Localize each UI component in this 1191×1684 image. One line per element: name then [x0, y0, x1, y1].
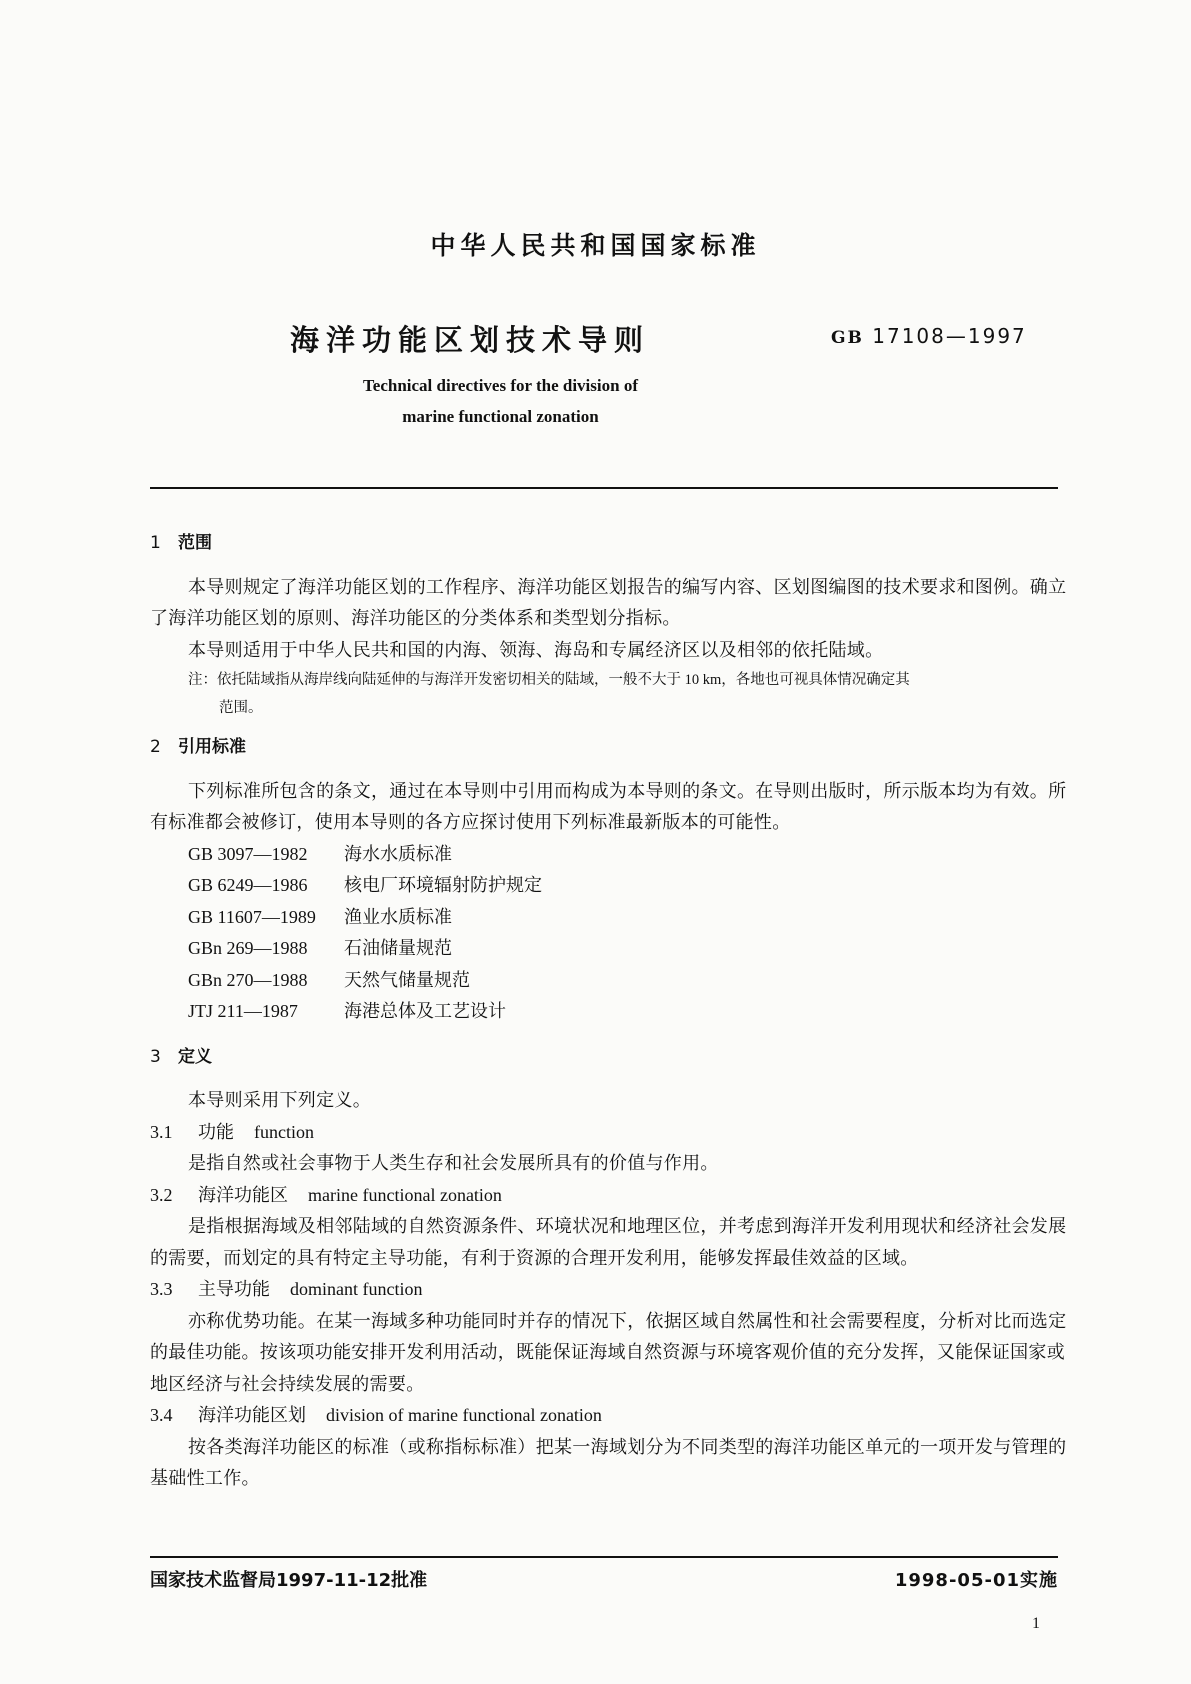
reference-name: 海水水质标准	[344, 843, 452, 864]
term-number: 3.3	[150, 1279, 173, 1299]
reference-code: GB 6249—1986	[188, 875, 308, 895]
section-title: 范围	[178, 533, 212, 553]
term-number: 3.1	[150, 1121, 173, 1142]
reference-item	[188, 870, 1070, 902]
section-2-heading	[150, 732, 1070, 764]
term-definition: 是指根据海域及相邻陆域的自然资源条件、环境状况和地理区位，并考虑到海洋开发利用现状和经济社会发展的需要，而划定的具有特定主导功能，有利于资源的合理开发利用，能够发挥最佳效益的区域。	[150, 1216, 1067, 1268]
term-number: 3.2	[150, 1184, 173, 1205]
english-title-line1: Technical directives for the division of	[363, 376, 638, 395]
section-number: 2	[150, 737, 161, 757]
page-number: 1	[1032, 1615, 1040, 1632]
reference-item	[188, 839, 1070, 871]
term-en: dominant function	[290, 1279, 423, 1299]
english-title-line2: marine functional zonation	[402, 407, 599, 426]
section-number: 1	[150, 533, 161, 553]
term-cn: 主导功能	[198, 1279, 270, 1299]
reference-item	[188, 965, 1070, 997]
term-heading	[150, 1274, 1070, 1306]
term-definition: 按各类海洋功能区的标准（或称指标标准）把某一海域划分为不同类型的海洋功能区单元的一项开发与管理的基础性工作。	[150, 1436, 1067, 1488]
term-en: division of marine functional zonation	[326, 1405, 602, 1425]
document-title: 海洋功能区划技术导则	[290, 323, 651, 357]
national-standard-heading: 中华人民共和国国家标准	[430, 231, 761, 260]
approval-line: 国家技术监督局1997-11-12批准	[150, 1570, 428, 1591]
term-heading	[150, 1400, 1070, 1432]
reference-code: GB 3097—1982	[188, 843, 308, 864]
standard-code: 17108—1997	[872, 324, 1027, 348]
reference-name: 核电厂环境辐射防护规定	[344, 875, 542, 895]
reference-item	[188, 902, 1070, 934]
term-en: marine functional zonation	[308, 1184, 502, 1205]
scope-note: 注：依托陆域指从海岸线向陆延伸的与海洋开发密切相关的陆域，一般不大于 10 km，各地也可视具体情况确定其	[188, 672, 910, 688]
term-cn: 海洋功能区	[198, 1184, 288, 1205]
term-en: function	[254, 1121, 314, 1142]
reference-code: GBn 269—1988	[188, 938, 308, 958]
term-definition: 亦称优势功能。在某一海域多种功能同时并存的情况下，依据区域自然属性和社会需要程度，分析对比而选定的最佳功能。按该项功能安排开发利用活动，既能保证海域自然资源与环境客观价值的充分发挥，又能保证国家或地区经济与社会持续发展的需要。	[150, 1310, 1067, 1394]
reference-name: 石油储量规范	[344, 938, 452, 958]
section-3-heading	[150, 1042, 1070, 1074]
definitions-intro: 本导则采用下列定义。	[188, 1090, 371, 1110]
term-heading	[150, 1117, 1070, 1149]
section-title: 引用标准	[178, 737, 246, 757]
scope-paragraph-1: 本导则规定了海洋功能区划的工作程序、海洋功能区划报告的编写内容、区划图编图的技术要求和图例。确立了海洋功能区划的原则、海洋功能区的分类体系和类型划分指标。	[150, 576, 1067, 628]
standard-prefix: GB	[831, 328, 864, 348]
reference-name: 海港总体及工艺设计	[344, 1001, 506, 1021]
reference-name: 天然气储量规范	[344, 969, 470, 990]
section-1-heading	[150, 528, 1070, 560]
term-cn: 海洋功能区划	[198, 1405, 306, 1425]
reference-code: GB 11607—1989	[188, 906, 316, 927]
reference-code: GBn 270—1988	[188, 969, 308, 990]
standard-number	[831, 324, 1027, 348]
term-heading	[150, 1180, 1070, 1212]
references-paragraph: 下列标准所包含的条文，通过在本导则中引用而构成为本导则的条文。在导则出版时，所示版本均为有效。所有标准都会被修订，使用本导则的各方应探讨使用下列标准最新版本的可能性。	[150, 780, 1067, 832]
section-title: 定义	[178, 1046, 212, 1067]
scope-note-continued: 范围。	[219, 700, 263, 716]
section-number: 3	[150, 1046, 161, 1067]
term-number: 3.4	[150, 1405, 173, 1425]
scope-paragraph-2: 本导则适用于中华人民共和国的内海、领海、海岛和专属经济区以及相邻的依托陆域。	[188, 639, 884, 660]
reference-code: JTJ 211—1987	[188, 1001, 298, 1021]
document-body	[150, 522, 1070, 1495]
header-divider	[150, 487, 1058, 489]
footer-divider	[150, 1556, 1058, 1558]
term-cn: 功能	[198, 1121, 234, 1142]
reference-item	[188, 933, 1070, 965]
implementation-date: 1998-05-01实施	[894, 1570, 1058, 1591]
reference-item	[188, 996, 1070, 1028]
reference-name: 渔业水质标准	[344, 906, 452, 927]
term-definition: 是指自然或社会事物于人类生存和社会发展所具有的价值与作用。	[188, 1153, 719, 1173]
